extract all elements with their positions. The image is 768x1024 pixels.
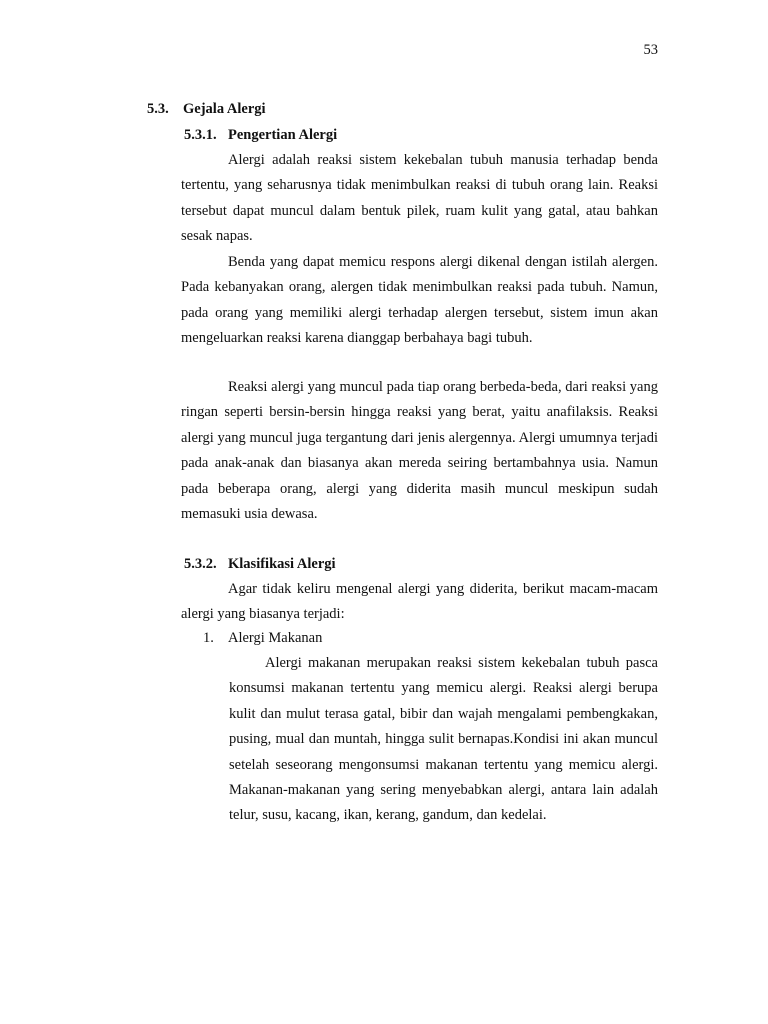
list-marker: 1. [203, 630, 214, 646]
section-title: Gejala Alergi [183, 101, 266, 117]
list-item [203, 630, 322, 647]
subsection-title: Pengertian Alergi [228, 127, 338, 143]
paragraph: Benda yang dapat memicu respons alergi dikenal dengan istilah alergen. Pada kebanyakan orang, alergen tidak menimbulkan reaksi pada tubuh. Namun, pada orang yang memiliki alergi terhadap alergen tersebut, sistem imun akan mengeluarkan reaksi karena dianggap berbahaya bagi tubuh. [181, 254, 658, 347]
subsection-number: 5.3.1. [184, 127, 217, 143]
subsection-heading-klasifikasi [184, 556, 336, 573]
subsection-number: 5.3.2. [184, 556, 217, 572]
paragraph: Alergi adalah reaksi sistem kekebalan tubuh manusia terhadap benda tertentu, yang seharusnya tidak menimbulkan reaksi di tubuh orang lain. Reaksi tersebut dapat muncul dalam bentuk pilek, ruam kulit yang gatal, atau bahkan sesak napas. [181, 152, 658, 245]
list-item-paragraph: Alergi makanan merupakan reaksi sistem kekebalan tubuh pasca konsumsi makanan tertentu yang memicu alergi. Reaksi alergi berupa kulit dan mulut terasa gatal, bibir dan wajah mengalami pembengkakan, pusing, mual dan muntah, hingga sulit bernapas.Kondisi ini akan muncul setelah seseorang mengonsumsi makanan tertentu yang memicu alergi. Makanan-makanan yang sering menyebabkan alergi, antara lain adalah telur, susu, kacang, ikan, kerang, gandum, dan kedelai. [229, 655, 658, 824]
paragraph: Reaksi alergi yang muncul pada tiap orang berbeda-beda, dari reaksi yang ringan seperti bersin-bersin hingga reaksi yang berat, yaitu anafilaksis. Reaksi alergi yang muncul juga tergantung dari jenis alergennya. Alergi umumnya terjadi pada anak-anak dan biasanya akan mereda seiring bertambahnya usia. Namun pada beberapa orang, alergi yang diderita masih muncul meskipun sudah memasuki usia dewasa. [181, 379, 658, 523]
section-number: 5.3. [147, 101, 169, 117]
list-item-title: Alergi Makanan [228, 630, 323, 646]
subsection-title: Klasifikasi Alergi [228, 556, 336, 572]
page-number: 53 [643, 42, 658, 58]
section-heading [147, 101, 266, 118]
subsection-heading-pengertian [184, 127, 337, 144]
paragraph: Agar tidak keliru mengenal alergi yang diderita, berikut macam-macam alergi yang biasanya terjadi: [181, 581, 658, 623]
